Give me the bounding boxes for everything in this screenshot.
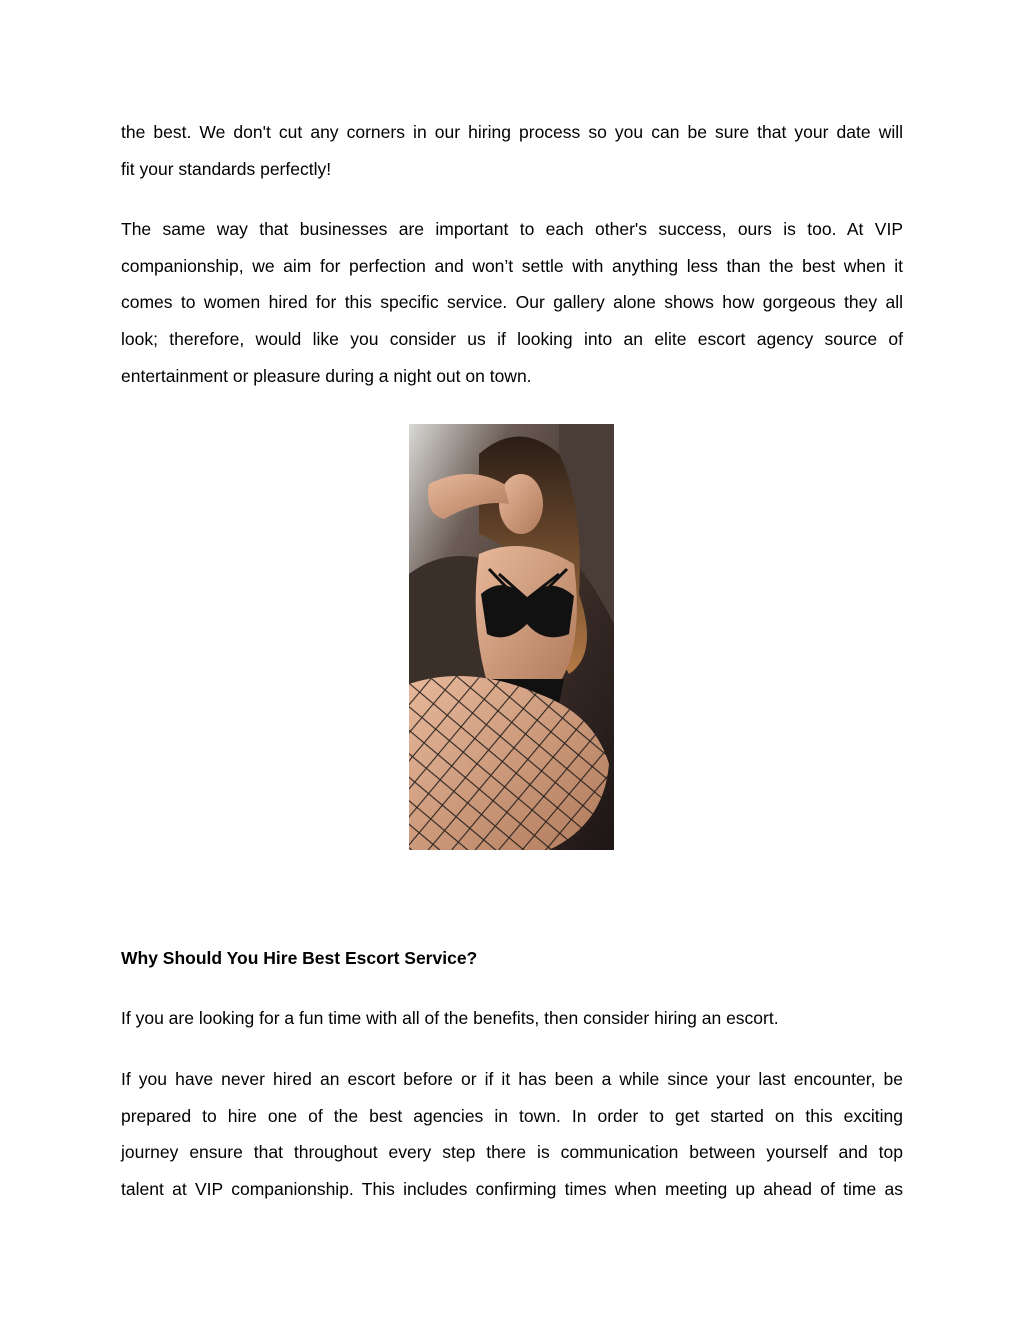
paragraph-line: look; therefore, would like you consider us if looking into an elite escort agency source of (121, 329, 903, 350)
paragraph-1 (121, 114, 903, 187)
paragraph-3 (121, 1000, 903, 1037)
paragraph-line: prepared to hire one of the best agencies in town. In order to get started on this exciting (121, 1105, 903, 1126)
paragraph-line: fit your standards perfectly! (121, 158, 332, 179)
paragraph-line: companionship, we aim for perfection and won’t settle with anything less than the best when it (121, 255, 903, 276)
section-heading: Why Should You Hire Best Escort Service? (121, 948, 478, 968)
paragraph-line: journey ensure that throughout every step there is communication between yourself and top (121, 1142, 903, 1163)
paragraph-4 (121, 1061, 903, 1208)
paragraph-line: comes to women hired for this specific service. Our gallery alone shows how gorgeous they all (121, 292, 903, 313)
photo-of-woman-icon (409, 424, 614, 850)
paragraph-line: talent at VIP companionship. This includes confirming times when meeting up ahead of time as (121, 1179, 903, 1200)
paragraph-2 (121, 211, 903, 395)
paragraph-line: If you are looking for a fun time with all of the benefits, then consider hiring an escort. (121, 1008, 779, 1028)
paragraph-line: The same way that businesses are important to each other's success, ours is too. At VIP (121, 219, 903, 239)
paragraph-line: If you have never hired an escort before or if it has been a while since your last encounter, be (121, 1069, 903, 1089)
paragraph-line: entertainment or pleasure during a night out on town. (121, 365, 532, 386)
paragraph-line: the best. We don't cut any corners in our hiring process so you can be sure that your date will (121, 122, 903, 142)
